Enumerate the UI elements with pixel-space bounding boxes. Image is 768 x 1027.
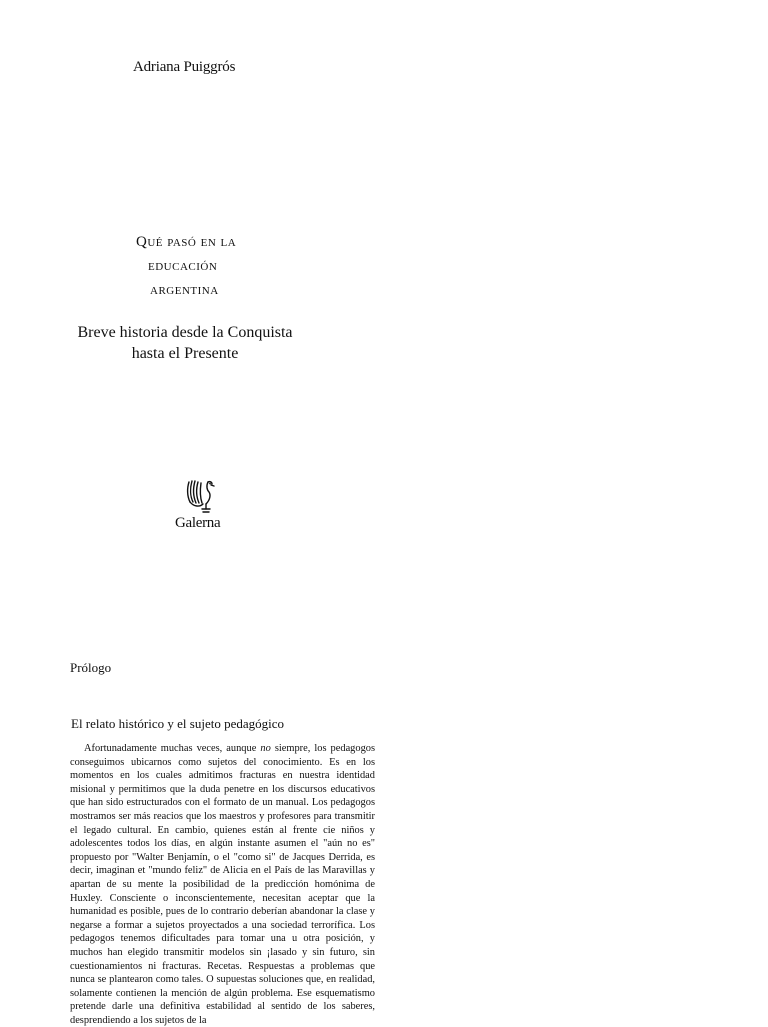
body-text-start: Afortunadamente muchas veces, aunque [84, 743, 261, 754]
body-text-rest: siempre, los pedagogos conseguimos ubicarnos como sujetos del conocimiento. Es en los momentos en los cuales admitimos fracturas en nuestra identidad misional y permitimos que la duda penetre en los discursos educativos que han sido estructurados con el formato de un manual. Los pedagogos mostramos ser más reacios que los maestros y profesores para transmitir el legado cultural. En cambio, quienes están al frente cie niños y adolescentes todos los días, en algún instante asumen el "aún no es" propuesto por "Walter Benjamín, o el "como si" de Jacques Derrida, es decir, imaginan et "mundo feliz" de Alicia en el País de las Maravillas y apartan de su mente la posibilidad de la predicción homónima de Huxley. Consciente o inconscientemente, necesitan aceptar que la humanidad es posible, pues de lo contrario deberían abandonar la clase y negarse a formar a sujetos proyectados a una sociedad terrorífica. Los pedagogos tenemos dificultades para tomar una u otra posición, y muchos han elegido transmitir modelos sin ¡lasado y sin futuro, sin cuestionamientos ni fracturas. Recetas. Respuestas a problemas que nunca se plantearon como tales. O supuestas soluciones que, en realidad, solamente contienen la mención de algún problema. Ese esquematismo pretende darle una definitiva estabilidad al sentido de los saberes, desprendiendo a los sujetos de la [70, 743, 375, 1026]
section-heading: El relato histórico y el sujeto pedagógico [71, 716, 284, 731]
body-paragraph [70, 742, 375, 1027]
book-subtitle: Breve historia desde la Conquista hasta el Presente [77, 324, 293, 362]
section-title: Prólogo [70, 660, 112, 675]
book-title-line-2: educación [148, 258, 218, 274]
rooster-icon [184, 478, 218, 514]
book-title-line-3: argentina [150, 282, 219, 298]
body-text-italic: no [260, 743, 271, 754]
publisher-name: Galerna [175, 515, 221, 531]
author-name: Adriana Puiggrós [133, 59, 236, 75]
book-title-line-1: Qué pasó en la [136, 234, 237, 250]
